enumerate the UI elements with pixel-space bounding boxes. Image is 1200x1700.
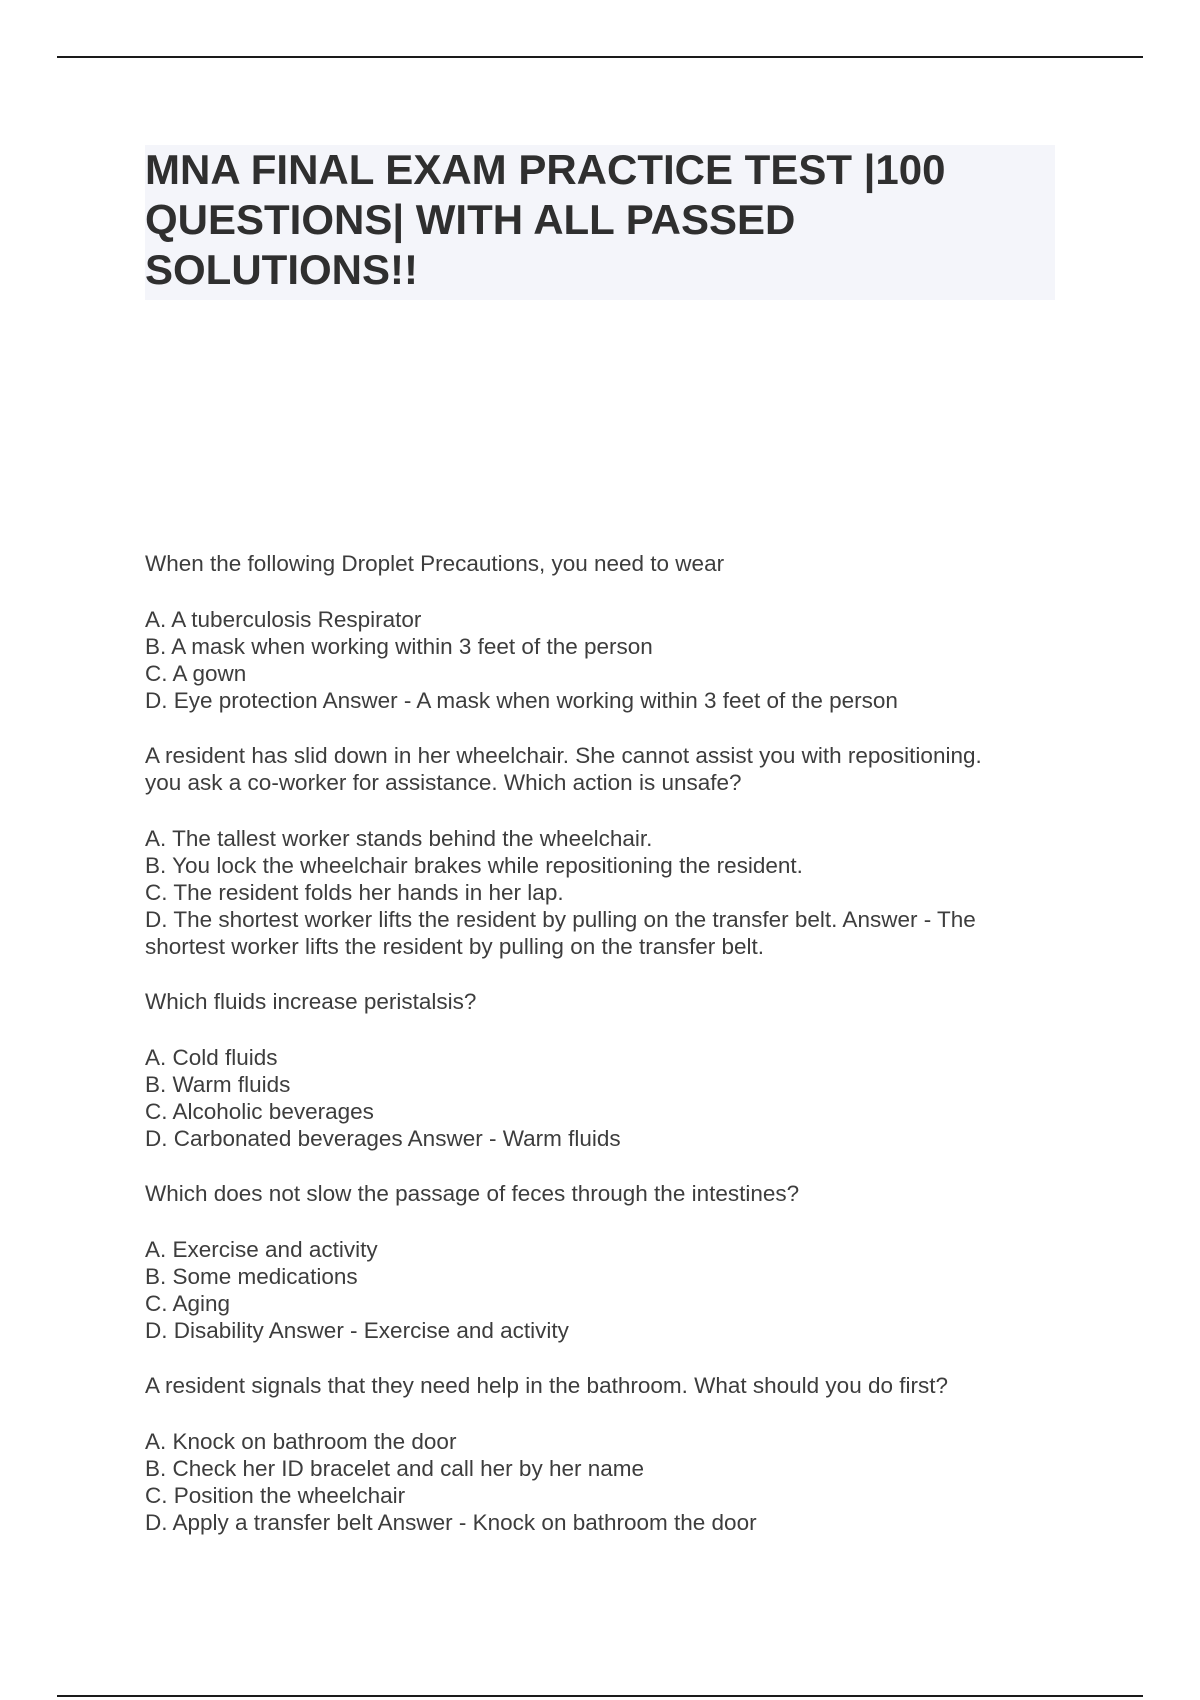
question-stem bbox=[145, 1372, 1065, 1399]
answer-options bbox=[145, 1428, 1065, 1536]
question-text: you ask a co-worker for assistance. Which action is unsafe? bbox=[145, 770, 742, 795]
question-list bbox=[145, 550, 1065, 1564]
option-d-with-answer: D. Eye protection Answer - A mask when working within 3 feet of the person bbox=[145, 688, 898, 713]
title-line: SOLUTIONS!! bbox=[145, 246, 418, 293]
answer-options bbox=[145, 1236, 1065, 1344]
question-4 bbox=[145, 1180, 1065, 1344]
question-5 bbox=[145, 1372, 1065, 1536]
option-c: C. Position the wheelchair bbox=[145, 1483, 406, 1508]
document-title bbox=[145, 145, 1055, 295]
option-a: A. Cold fluids bbox=[145, 1045, 278, 1070]
answer-options bbox=[145, 825, 1065, 960]
option-d-with-answer: D. Apply a transfer belt Answer - Knock on bathroom the door bbox=[145, 1510, 757, 1535]
question-stem bbox=[145, 1180, 1065, 1207]
answer-options bbox=[145, 606, 1065, 714]
question-stem bbox=[145, 742, 1065, 796]
option-c: C. Aging bbox=[145, 1291, 231, 1316]
question-3 bbox=[145, 988, 1065, 1152]
option-a: A. Exercise and activity bbox=[145, 1237, 378, 1262]
option-b: B. Some medications bbox=[145, 1264, 358, 1289]
question-text: Which fluids increase peristalsis? bbox=[145, 989, 477, 1014]
question-stem bbox=[145, 550, 1065, 577]
option-a: A. The tallest worker stands behind the wheelchair. bbox=[145, 826, 653, 851]
option-d-with-answer: D. Disability Answer - Exercise and activity bbox=[145, 1318, 569, 1343]
option-b: B. Check her ID bracelet and call her by her name bbox=[145, 1456, 644, 1481]
option-d-with-answer: D. Carbonated beverages Answer - Warm fluids bbox=[145, 1126, 621, 1151]
option-d-with-answer: D. The shortest worker lifts the resident by pulling on the transfer belt. Answer - The bbox=[145, 907, 976, 932]
top-divider bbox=[57, 56, 1143, 58]
answer-options bbox=[145, 1044, 1065, 1152]
option-c: C. Alcoholic beverages bbox=[145, 1099, 374, 1124]
question-text: When the following Droplet Precautions, you need to wear bbox=[145, 551, 725, 576]
option-c: C. A gown bbox=[145, 661, 247, 686]
question-text: Which does not slow the passage of feces through the intestines? bbox=[145, 1181, 800, 1206]
answer-continuation: shortest worker lifts the resident by pulling on the transfer belt. bbox=[145, 934, 765, 959]
option-a: A. Knock on bathroom the door bbox=[145, 1429, 457, 1454]
option-b: B. A mask when working within 3 feet of the person bbox=[145, 634, 653, 659]
question-text: A resident signals that they need help in the bathroom. What should you do first? bbox=[145, 1373, 948, 1398]
option-a: A. A tuberculosis Respirator bbox=[145, 607, 422, 632]
option-b: B. Warm fluids bbox=[145, 1072, 291, 1097]
option-c: C. The resident folds her hands in her lap. bbox=[145, 880, 564, 905]
question-1 bbox=[145, 550, 1065, 714]
title-line: QUESTIONS| WITH ALL PASSED bbox=[145, 196, 796, 243]
title-banner bbox=[145, 145, 1055, 300]
question-2 bbox=[145, 742, 1065, 960]
question-stem bbox=[145, 988, 1065, 1015]
bottom-divider bbox=[57, 1695, 1143, 1697]
question-text: A resident has slid down in her wheelchair. She cannot assist you with repositioning. bbox=[145, 743, 982, 768]
title-line: MNA FINAL EXAM PRACTICE TEST |100 bbox=[145, 146, 946, 193]
option-b: B. You lock the wheelchair brakes while repositioning the resident. bbox=[145, 853, 803, 878]
